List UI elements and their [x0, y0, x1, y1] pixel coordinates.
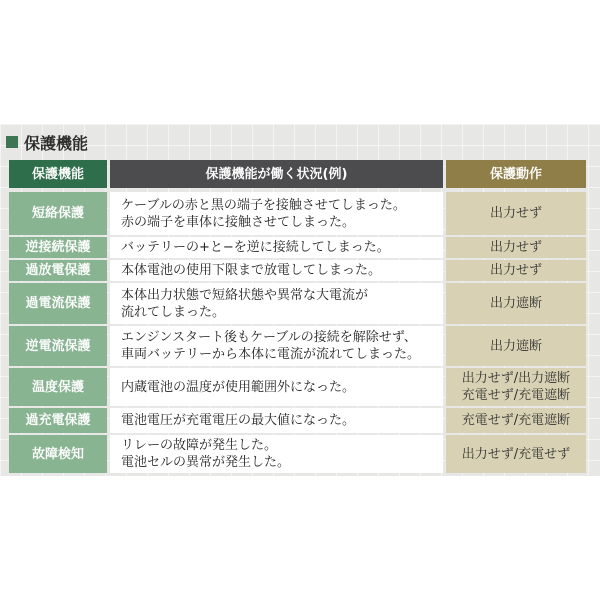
row-function: 逆接続保護: [9, 237, 107, 258]
row-action: 出力せず: [446, 260, 586, 281]
row-situation: 電池電圧が充電電圧の最大値になった。: [110, 408, 443, 433]
header-situation: 保護機能が働く状況(例): [110, 160, 443, 188]
row-action: 出力遮断: [446, 326, 586, 366]
row-action: 出力遮断: [446, 283, 586, 324]
row-function: 過電流保護: [9, 283, 107, 324]
row-function: 短絡保護: [9, 192, 107, 235]
row-situation: 本体電池の使用下限まで放電してしまった。: [110, 260, 443, 281]
row-situation: バッテリーの+と−を逆に接続してしまった。: [110, 237, 443, 258]
row-action: 充電せず/充電遮断: [446, 408, 586, 433]
heading-square-icon: [6, 136, 18, 148]
row-function: 温度保護: [9, 368, 107, 406]
row-situation: エンジンスタート後もケーブルの接続を解除せず、 車両バッテリーから本体に電流が流れてしまった。: [110, 326, 443, 366]
section-title: 保護機能: [24, 133, 89, 153]
section-heading: [6, 130, 88, 154]
row-action: 出力せず: [446, 237, 586, 258]
row-situation: リレーの故障が発生した。 電池セルの異常が発生した。: [110, 435, 443, 473]
row-situation: 本体出力状態で短絡状態や異常な大電流が 流れてしまった。: [110, 283, 443, 324]
row-situation: 内蔵電池の温度が使用範囲外になった。: [110, 368, 443, 406]
row-action: 出力せず/充電せず: [446, 435, 586, 473]
row-action: 出力せず/出力遮断 充電せず/充電遮断: [446, 368, 586, 406]
row-function: 逆電流保護: [9, 326, 107, 366]
row-action: 出力せず: [446, 192, 586, 235]
header-function: 保護機能: [9, 160, 107, 188]
row-situation: ケーブルの赤と黒の端子を接触させてしまった。 赤の端子を車体に接触させてしまった。: [110, 192, 443, 235]
row-function: 故障検知: [9, 435, 107, 473]
row-function: 過充電保護: [9, 408, 107, 433]
header-action: 保護動作: [446, 160, 586, 188]
row-function: 過放電保護: [9, 260, 107, 281]
